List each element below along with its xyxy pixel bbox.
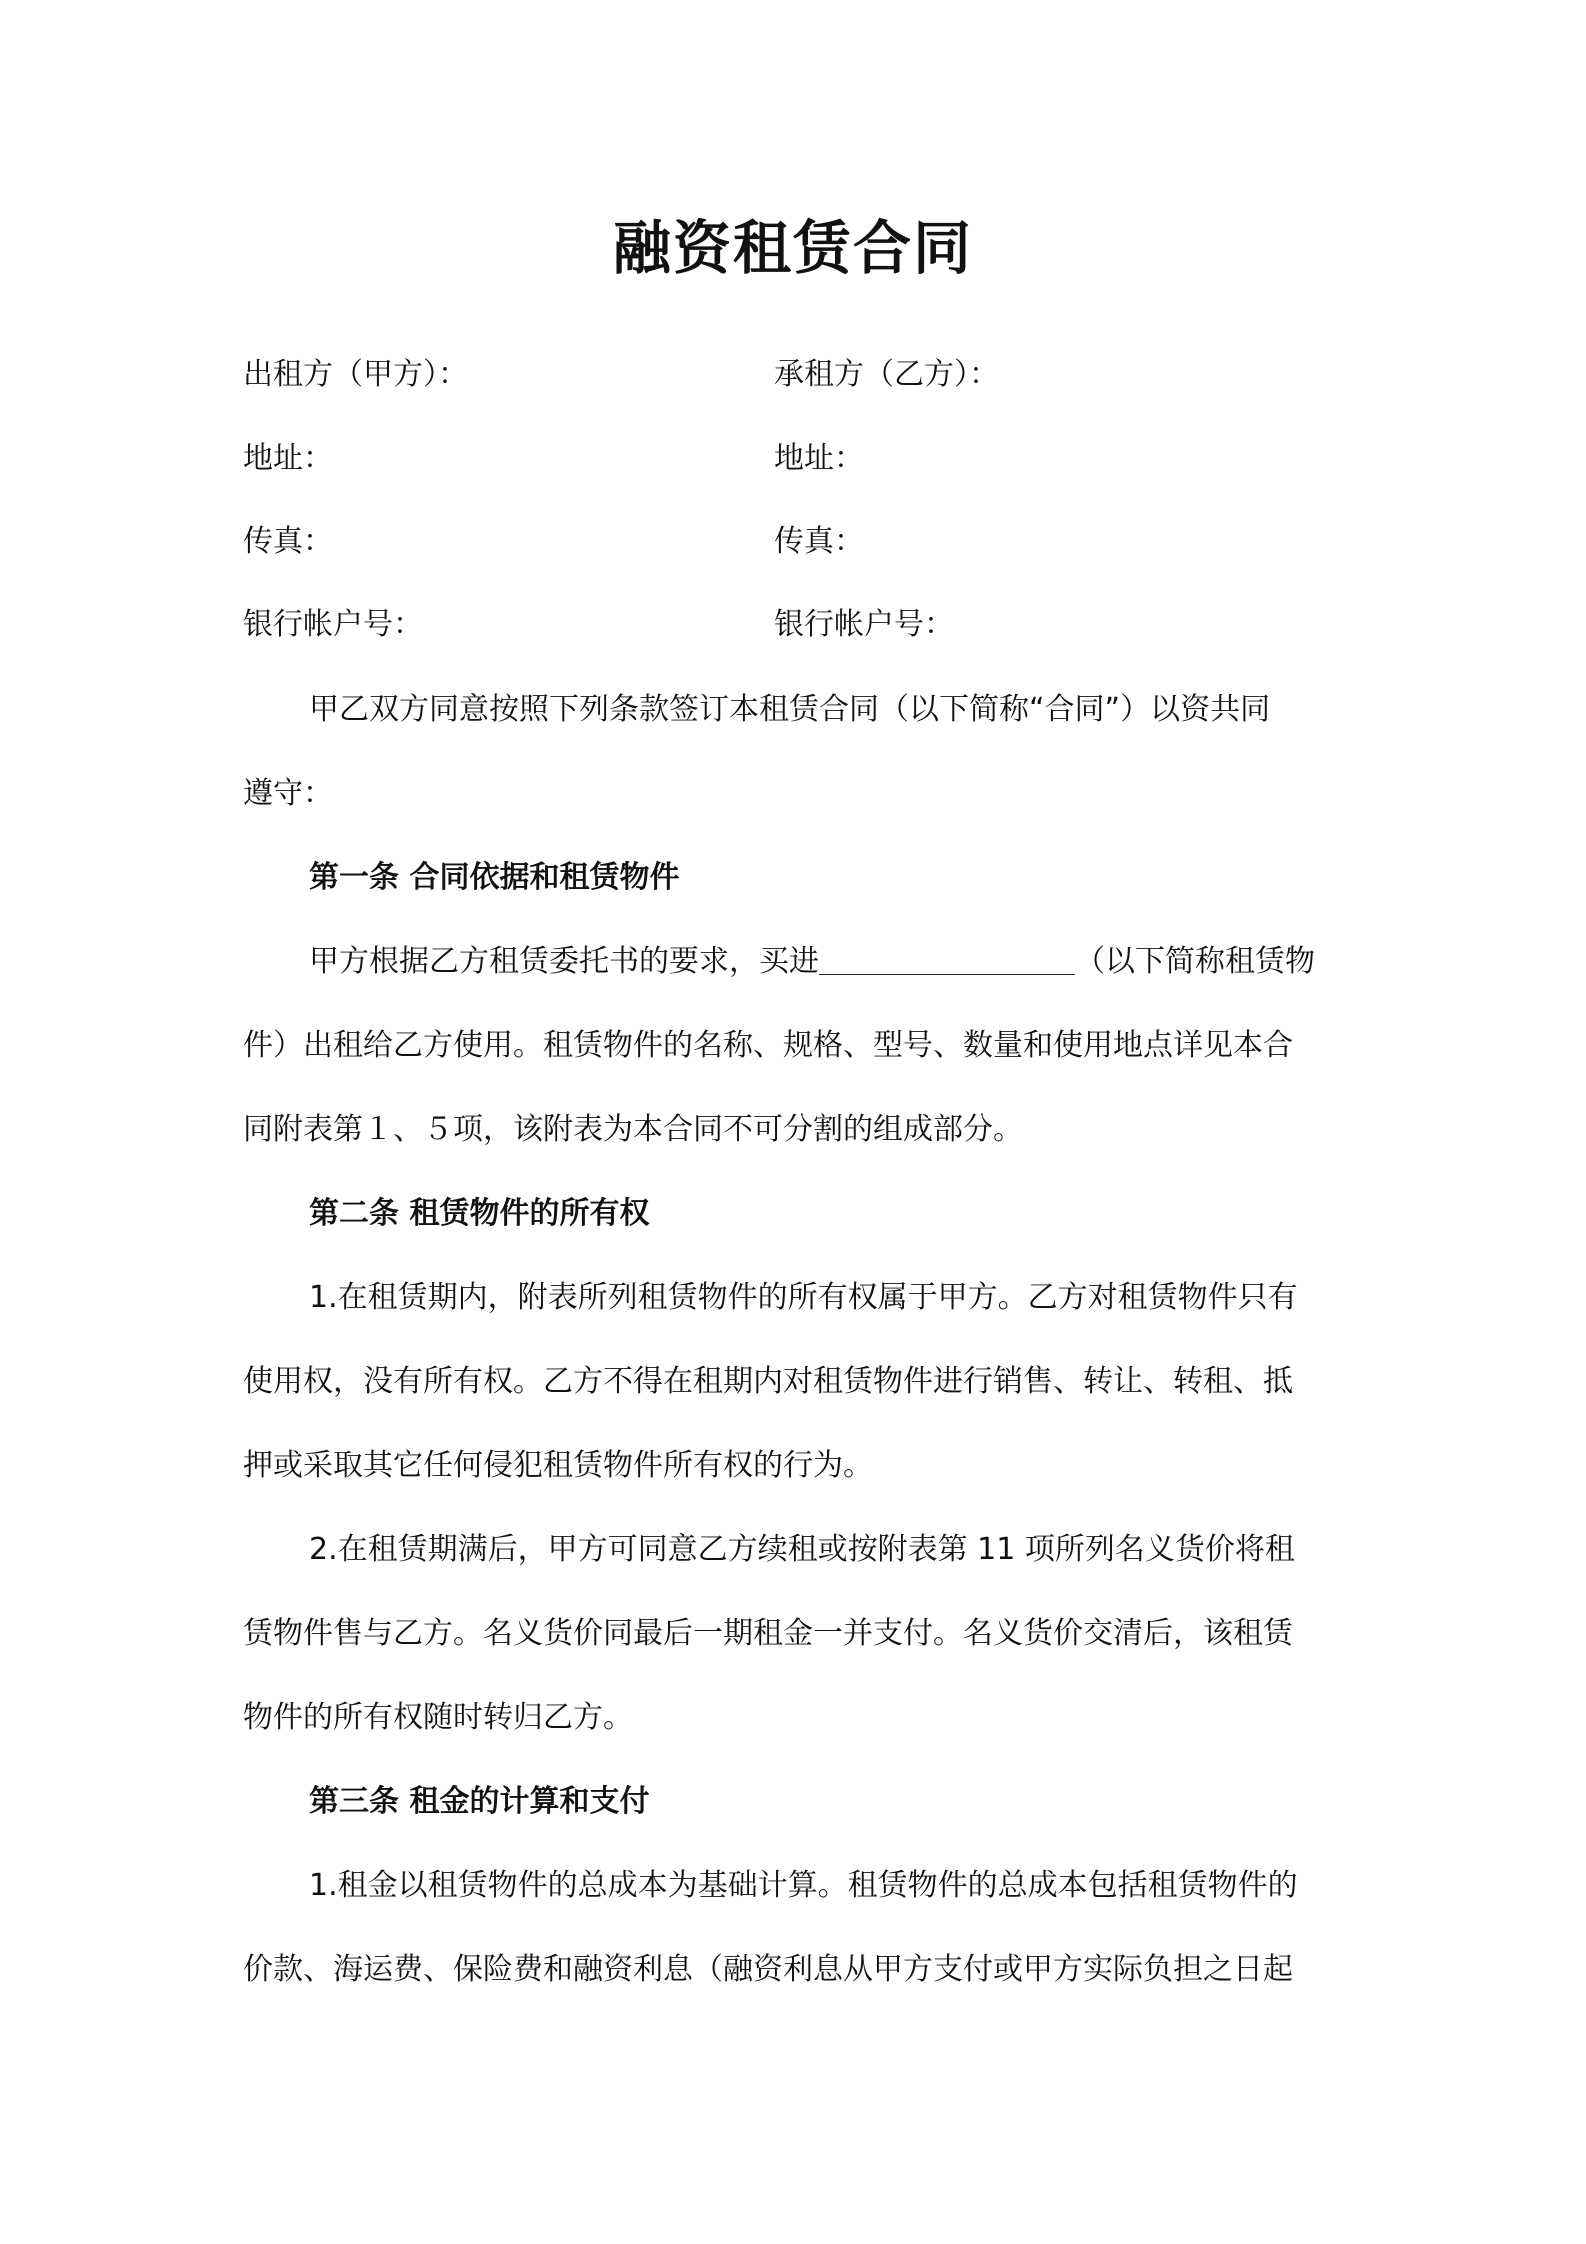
lessee-address-label: 地址： [774, 441, 864, 476]
article-1-line-1-before: 甲方根据乙方租赁委托书的要求，买进 [309, 944, 819, 979]
article-3-para-1-line-2: 价款、海运费、保险费和融资利息（融资利息从甲方支付或甲方实际负担之日起 [243, 1952, 1293, 1987]
article-2-heading: 第二条 租赁物件的所有权 [309, 1196, 650, 1231]
article-2-para-2-line-2: 赁物件售与乙方。名义货价同最后一期租金一并支付。名义货价交清后，该租赁 [243, 1616, 1293, 1651]
lessee-label: 承租方（乙方）： [774, 357, 999, 392]
lessor-label: 出租方（甲方）： [243, 357, 468, 392]
article-1-line-2: 件）出租给乙方使用。租赁物件的名称、规格、型号、数量和使用地点详见本合 [243, 1028, 1293, 1063]
lessor-address-label: 地址： [243, 441, 333, 476]
article-1-heading: 第一条 合同依据和租赁物件 [309, 860, 680, 895]
contract-body [243, 668, 1355, 2012]
party-row-address [243, 434, 1343, 484]
article-2-para-1-line-2: 使用权，没有所有权。乙方不得在租期内对租赁物件进行销售、转让、转租、抵 [243, 1364, 1293, 1399]
article-3-para-1-line-1: 1.租金以租赁物件的总成本为基础计算。租赁物件的总成本包括租赁物件的 [309, 1868, 1298, 1903]
blank-underline [819, 940, 1075, 975]
article-2-para-1-line-3: 押或采取其它任何侵犯租赁物件所有权的行为。 [243, 1448, 873, 1483]
document-title: 融资租赁合同 [612, 214, 973, 282]
party-row-bank-account [243, 600, 1343, 650]
lessor-bank-account-label: 银行帐户号： [243, 607, 423, 642]
article-1-line-1-after: （以下简称租赁物 [1075, 944, 1315, 979]
article-2-para-2-line-3: 物件的所有权随时转归乙方。 [243, 1700, 633, 1735]
lessee-fax-label: 传真： [774, 524, 864, 559]
intro-line-1: 甲乙双方同意按照下列条款签订本租赁合同（以下简称“合同”）以资共同 [309, 692, 1271, 727]
article-3-heading: 第三条 租金的计算和支付 [309, 1784, 650, 1819]
article-1-line-1 [243, 920, 1355, 1004]
party-row-fax [243, 517, 1343, 567]
article-2-para-2-line-1: 2.在租赁期满后，甲方可同意乙方续租或按附表第 11 项所列名义货价将租 [309, 1532, 1295, 1567]
article-2-para-1-line-1: 1.在租赁期内，附表所列租赁物件的所有权属于甲方。乙方对租赁物件只有 [309, 1280, 1298, 1315]
lessor-fax-label: 传真： [243, 524, 333, 559]
lessee-bank-account-label: 银行帐户号： [774, 607, 954, 642]
article-1-line-3: 同附表第１、５项，该附表为本合同不可分割的组成部分。 [243, 1112, 1023, 1147]
party-row-name [243, 350, 1343, 400]
intro-line-2: 遵守： [243, 776, 333, 811]
